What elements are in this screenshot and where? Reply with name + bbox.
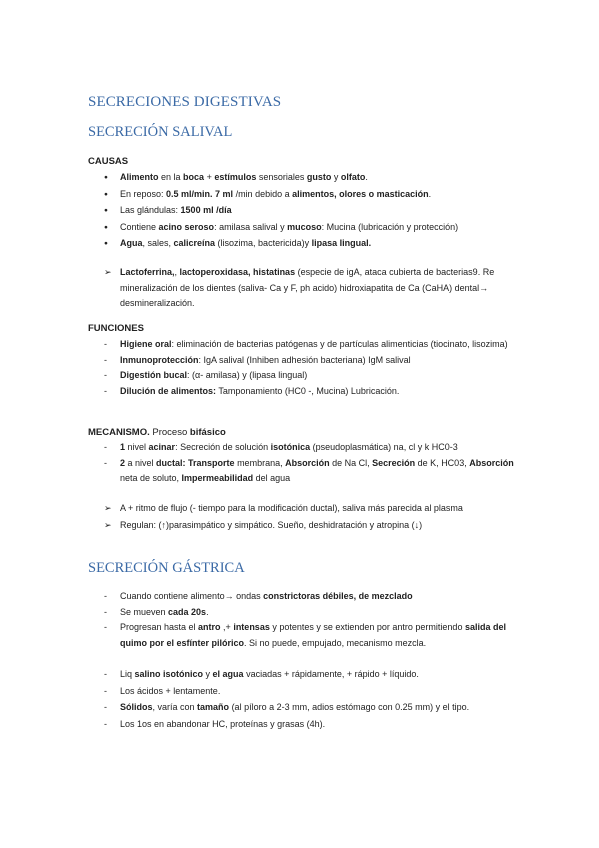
list-item	[88, 456, 514, 487]
subheading-causas: CAUSAS	[88, 156, 129, 167]
list-mecanismo	[88, 440, 514, 487]
arrow-bullet-icon: ➢	[104, 519, 112, 530]
text-run: Inmunoprotección	[120, 354, 199, 365]
dash-bullet-icon: -	[104, 622, 107, 632]
text-run: Agua	[120, 238, 143, 248]
dash-bullet-icon: -	[104, 370, 107, 380]
text-run: sensoriales	[256, 172, 307, 182]
list-causas	[88, 169, 514, 252]
list-item	[88, 666, 514, 683]
text-run: mucoso	[287, 221, 322, 232]
text-run: olfato	[340, 172, 366, 182]
text-run: Lactoferrina,	[120, 267, 175, 277]
list-item	[88, 169, 514, 186]
text-run: 1	[120, 442, 126, 452]
text-run: .	[428, 188, 432, 199]
text-run: Tamponamiento (HC0 -, Mucina) Lubricación.	[216, 385, 400, 396]
list-item	[88, 186, 514, 203]
text-run: (pseudoplasmática) na, cl y k HC0-3	[310, 442, 458, 452]
list-item	[88, 440, 514, 456]
text-run: 1500 ml /día	[180, 205, 232, 215]
list-gastrica-1	[88, 589, 514, 651]
text-run: Los 1os en abandonar HC, proteínas y grasas (4h).	[120, 718, 326, 729]
list-item	[88, 500, 514, 517]
text-run: : eliminación de bacterias patógenas y de partículas alimenticias (tiocinato, lisozima)	[171, 339, 508, 349]
text-run: Sólidos	[120, 702, 153, 712]
list-item	[88, 683, 514, 700]
text-run: vaciadas + rápidamente, + rápido + líquido.	[243, 669, 419, 679]
dash-bullet-icon: -	[104, 339, 107, 349]
text-run: Impermeabilidad	[181, 473, 254, 483]
text-run: ductal: Transporte	[156, 457, 235, 468]
list-item	[88, 699, 514, 716]
text-run: a nivel	[125, 457, 157, 468]
bullet-icon	[104, 235, 114, 254]
text-run: lactoperoxidasa, histatinas	[179, 267, 296, 277]
text-run: nivel	[125, 442, 149, 452]
text-run: , sales,	[142, 238, 174, 248]
list-item	[88, 219, 514, 236]
subheading-mecanismo	[88, 427, 226, 438]
text-run: isotónica	[270, 442, 311, 452]
mecanismo-label-rest: Proceso	[149, 427, 190, 438]
text-run: y	[331, 172, 341, 182]
text-run: .	[206, 606, 209, 617]
text-run: calicreína	[173, 238, 216, 248]
text-run: (al píloro a 2-3 mm, adios estómago con 0.25 mm) y el tipo.	[229, 702, 470, 712]
text-run: Alimento	[120, 172, 159, 182]
dash-bullet-icon: -	[104, 457, 107, 468]
text-run: Los ácidos + lentamente.	[120, 685, 221, 696]
text-run: de Na Cl,	[329, 457, 373, 468]
list-item	[88, 337, 514, 353]
text-run: acino seroso	[158, 221, 215, 232]
list-item	[88, 265, 514, 312]
list-item	[88, 589, 514, 605]
text-run: Higiene oral	[120, 339, 172, 349]
text-run: cada 20s	[168, 606, 207, 617]
text-run: : Secreción de solución	[175, 442, 271, 452]
text-run: Contiene	[120, 221, 159, 232]
text-run: +	[204, 172, 215, 182]
text-run: intensas	[233, 622, 270, 632]
dash-bullet-icon: -	[104, 385, 107, 396]
text-run: Secreción	[372, 457, 416, 468]
text-run: : Mucina (lubricación y protección)	[321, 221, 459, 232]
text-run: 0.5 ml/min. 7 ml	[166, 188, 234, 199]
text-run: . Si no puede, empujado, mecanismo mezcla.	[244, 637, 427, 648]
text-run: Absorción	[469, 457, 514, 468]
text-run: lipasa lingual.	[311, 238, 372, 248]
text-run: salino isotónico	[134, 669, 204, 679]
text-run: antro	[198, 622, 221, 632]
list-mecanismo-arrows	[88, 500, 514, 533]
text-run: : IgA salival (Inhiben adhesión bacteriana) IgM salival	[198, 354, 411, 365]
text-run: alimentos, olores o masticación	[292, 188, 429, 199]
text-run: : (α- amilasa) y (lipasa lingual)	[187, 370, 308, 380]
text-run: (especie de igA, ataca cubierta de bacterias9. Re mineralización de los dientes (saliva- Ca y F, ph acido) hidroxiapatita de Ca (CaHA) dental→ desmineralización.	[120, 267, 495, 308]
text-run: Las glándulas:	[120, 205, 181, 215]
text-run: .	[365, 172, 368, 182]
text-run: de K, HC03,	[415, 457, 470, 468]
list-item	[88, 605, 514, 621]
text-run: Dilución de alimentos:	[120, 385, 217, 396]
text-run: el agua	[212, 669, 244, 679]
text-run: ,+	[220, 622, 234, 632]
text-run: A + ritmo de flujo (- tiempo para la modificación ductal), saliva más parecida al plasma	[120, 503, 463, 513]
text-run: membrana,	[234, 457, 286, 468]
list-item	[88, 384, 514, 400]
text-run: boca	[183, 172, 205, 182]
dash-bullet-icon: -	[104, 685, 107, 696]
text-run: y potentes y se extienden por antro permitiendo	[269, 622, 465, 632]
list-funciones	[88, 337, 514, 399]
text-run: : amilasa salival y	[214, 221, 288, 232]
list-causas-arrow	[88, 265, 514, 312]
list-item	[88, 235, 514, 252]
list-item	[88, 368, 514, 384]
text-run: /min debido a	[233, 188, 293, 199]
text-run: Digestión bucal	[120, 370, 188, 380]
text-run: salida del quimo por el esfínter pilórico	[120, 622, 506, 648]
dash-bullet-icon: -	[104, 606, 107, 617]
list-item	[88, 716, 514, 733]
text-run: Cuando contiene alimento→ ondas	[120, 591, 264, 601]
text-run: constrictoras débiles, de mezclado	[263, 591, 413, 601]
arrow-bullet-icon: ➢	[104, 267, 112, 277]
list-item	[88, 202, 514, 219]
section-heading-salival: SECRECIÓN SALIVAL	[88, 124, 233, 140]
text-run: neta de soluto,	[120, 473, 182, 483]
mecanismo-label: MECANISMO.	[88, 427, 150, 438]
text-run: acinar	[148, 442, 176, 452]
text-run: y	[203, 669, 213, 679]
dash-bullet-icon: -	[104, 442, 107, 452]
text-run: Regulan: (↑)parasimpático y simpático. Sueño, deshidratación y atropina (↓)	[120, 519, 423, 530]
text-run: tamaño	[197, 702, 230, 712]
text-run: (lisozima, bactericida)y	[215, 238, 312, 248]
section-heading-gastrica: SECRECIÓN GÁSTRICA	[88, 560, 245, 576]
text-run: estímulos	[214, 172, 257, 182]
dash-bullet-icon: -	[104, 702, 107, 712]
text-run: Absorción	[285, 457, 330, 468]
mecanismo-label-bold: bifásico	[189, 427, 226, 438]
text-run: 2	[120, 457, 126, 468]
text-run: ,	[174, 267, 180, 277]
dash-bullet-icon: -	[104, 354, 107, 365]
dash-bullet-icon: -	[104, 669, 107, 679]
list-item	[88, 353, 514, 369]
text-run: Liq	[120, 669, 135, 679]
text-run: del agua	[253, 473, 291, 483]
dash-bullet-icon: -	[104, 591, 107, 601]
subheading-funciones: FUNCIONES	[88, 323, 144, 334]
list-gastrica-2	[88, 666, 514, 732]
text-run: Progresan hasta el	[120, 622, 199, 632]
text-run: gusto	[306, 172, 332, 182]
list-item	[88, 517, 514, 534]
arrow-bullet-icon: ➢	[104, 503, 112, 513]
text-run: Se mueven	[120, 606, 169, 617]
list-item	[88, 620, 514, 651]
dash-bullet-icon: -	[104, 718, 107, 729]
text-run: En reposo:	[120, 188, 167, 199]
text-run: en la	[158, 172, 184, 182]
page-title: SECRECIONES DIGESTIVAS	[88, 94, 282, 110]
text-run: , varía con	[152, 702, 198, 712]
